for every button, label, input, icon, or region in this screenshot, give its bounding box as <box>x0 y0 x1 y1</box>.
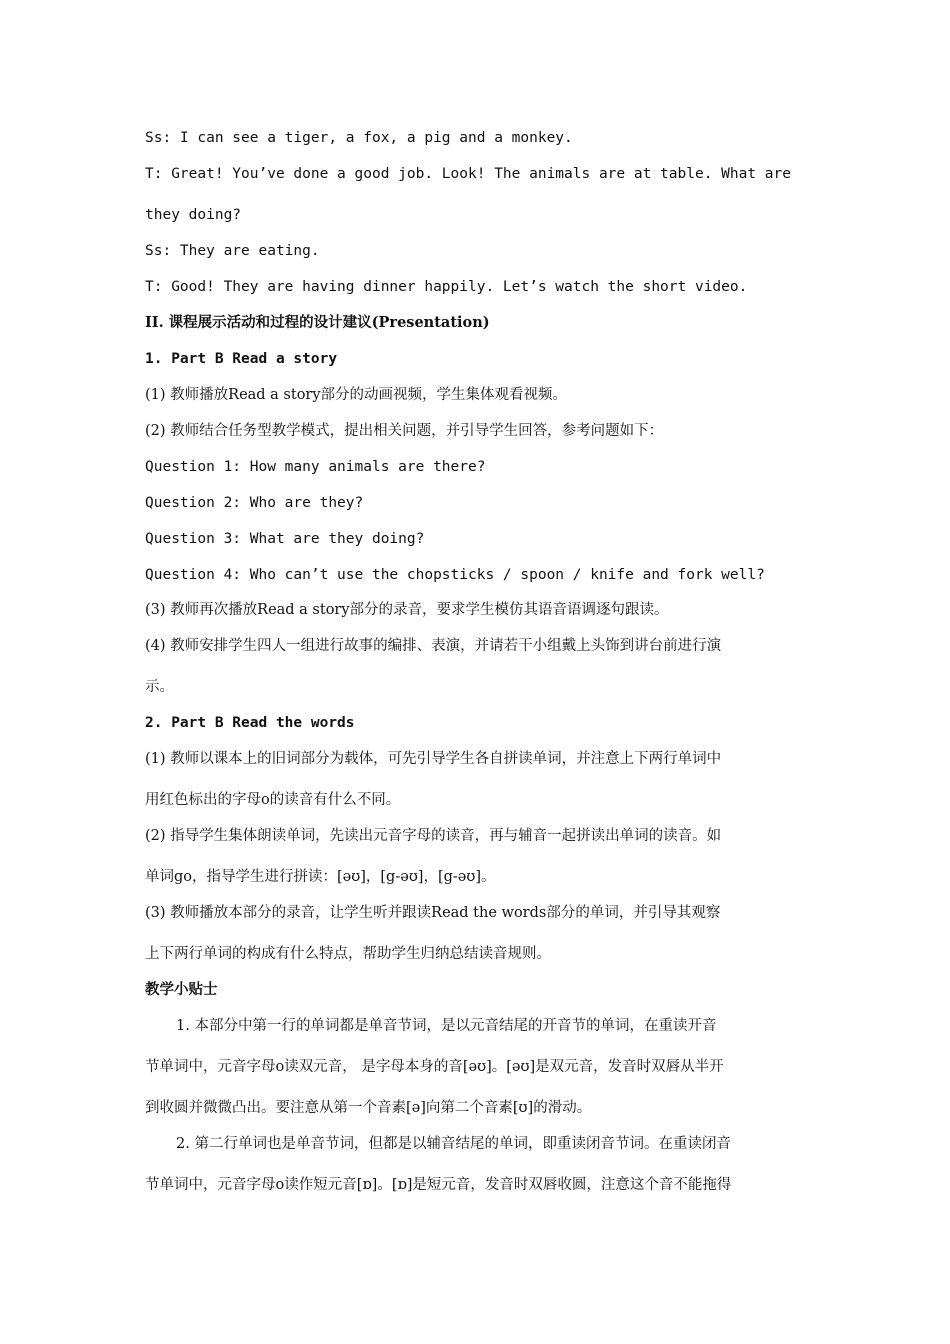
step-line: (1) 教师播放Read a story部分的动画视频，学生集体观看视频。 <box>145 387 568 403</box>
subsection-title: 2. Part B Read the words <box>145 715 355 731</box>
tip-line: 1. 本部分中第一行的单词都是单音节词，是以元音结尾的开音节的单词，在重读开音 <box>176 1018 717 1034</box>
step-line: (1) 教师以课本上的旧词部分为载体，可先引导学生各自拼读单词，并注意上下两行单词中 <box>145 751 722 767</box>
tip-line: 节单词中，元音字母o读作短元音[ɒ]。[ɒ]是短元音，发音时双唇收圆，注意这个音不能拖得 <box>145 1177 732 1193</box>
dialogue-line: Ss: They are eating. <box>145 243 320 259</box>
dialogue-line: T: Great! You’ve done a good job. Look! The animals are at table. What are <box>145 166 792 182</box>
step-line: (4) 教师安排学生四人一组进行故事的编排、表演，并请若干小组戴上头饰到讲台前进行演 <box>145 638 722 654</box>
dialogue-line: Ss: I can see a tiger, a fox, a pig and a monkey. <box>145 130 573 146</box>
tips-heading: 教学小贴士 <box>145 981 218 998</box>
dialogue-line: they doing? <box>145 207 242 223</box>
section-heading: II. 课程展示活动和过程的设计建议(Presentation) <box>145 314 490 331</box>
question-line: Question 1: How many animals are there? <box>145 459 486 475</box>
tip-line: 2. 第二行单词也是单音节词，但都是以辅音结尾的单词，即重读闭音节词。在重读闭音 <box>176 1136 731 1152</box>
dialogue-line: T: Good! They are having dinner happily. Let’s watch the short video. <box>145 279 748 295</box>
step-line: 单词go，指导学生进行拼读：[əʊ]，[g-əʊ]，[g-əʊ]。 <box>145 869 496 885</box>
step-line: 用红色标出的字母o的读音有什么不同。 <box>145 792 401 808</box>
step-line: (2) 教师结合任务型教学模式，提出相关问题，并引导学生回答，参考问题如下： <box>145 423 664 439</box>
step-line: 上下两行单词的构成有什么特点，帮助学生归纳总结读音规则。 <box>145 946 551 962</box>
subsection-title: 1. Part B Read a story <box>145 351 338 367</box>
step-line: 示。 <box>145 679 174 695</box>
step-line: (3) 教师再次播放Read a story部分的录音，要求学生模仿其语音语调逐句跟读。 <box>145 602 669 618</box>
question-line: Question 2: Who are they? <box>145 495 364 511</box>
step-line: (3) 教师播放本部分的录音，让学生听并跟读Read the words部分的单词，并引导其观察 <box>145 905 721 921</box>
question-line: Question 3: What are they doing? <box>145 531 425 547</box>
question-line: Question 4: Who can’t use the chopsticks / spoon / knife and fork well? <box>145 567 765 583</box>
step-line: (2) 指导学生集体朗读单词，先读出元音字母的读音，再与辅音一起拼读出单词的读音。如 <box>145 828 722 844</box>
tip-line: 到收圆并微微凸出。要注意从第一个音素[ə]向第二个音素[ʊ]的滑动。 <box>145 1100 592 1116</box>
tip-line: 节单词中，元音字母o读双元音， 是字母本身的音[əʊ]。[əʊ]是双元音，发音时双唇从半开 <box>145 1059 724 1075</box>
